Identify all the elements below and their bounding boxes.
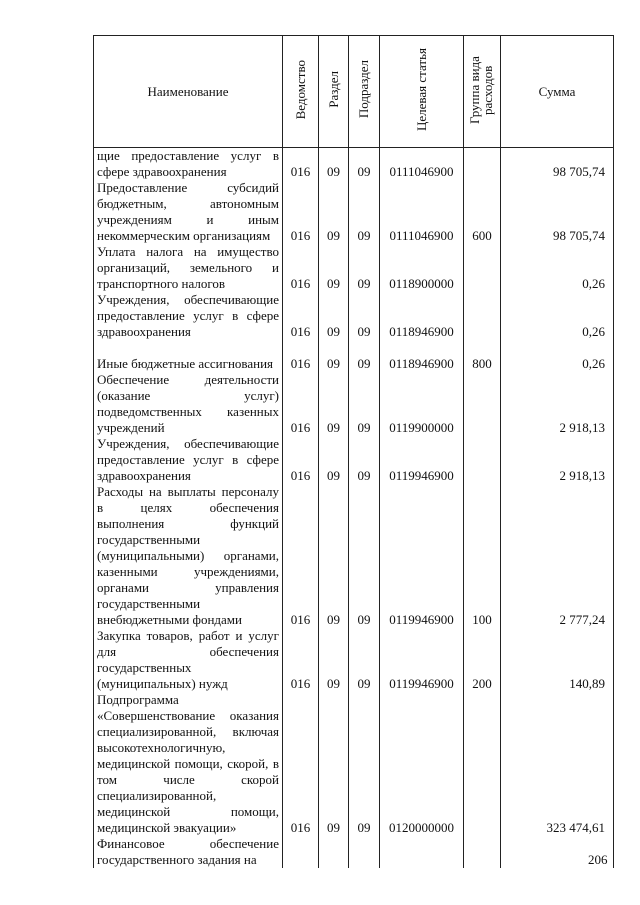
row-gruppa <box>464 244 501 292</box>
row-podrazdel: 09 <box>349 628 380 692</box>
header-vedomstvo: Ведомство <box>292 59 308 120</box>
row-name: Подпрограмма «Совершенствование оказания специализированной, включая высокотехнологичную, медицинской помощи, скорой, в том числе скорой специализированной, медицинской помощи, медицинской эвакуации» <box>94 692 283 836</box>
row-podrazdel: 09 <box>349 484 380 628</box>
row-name: Финансовое обеспечение государственного задания на <box>94 836 283 868</box>
row-razdel: 09 <box>319 340 349 372</box>
row-summa: 323 474,61 <box>501 692 614 836</box>
row-name: Учреждения, обеспечивающие предоставление услуг в сфере здравоохранения <box>94 436 283 484</box>
row-summa: 2 918,13 <box>501 372 614 436</box>
row-summa: 98 705,74 <box>501 180 614 244</box>
row-summa: 98 705,74 <box>501 148 614 181</box>
table-row <box>94 628 614 692</box>
row-vedomstvo: 016 <box>283 340 319 372</box>
table-row <box>94 836 614 868</box>
table-row <box>94 484 614 628</box>
row-podrazdel: 09 <box>349 372 380 436</box>
row-celevaya: 0111046900 <box>380 180 464 244</box>
row-gruppa: 100 <box>464 484 501 628</box>
row-razdel: 09 <box>319 244 349 292</box>
row-vedomstvo: 016 <box>283 692 319 836</box>
row-razdel: 09 <box>319 180 349 244</box>
row-celevaya: 0118946900 <box>380 340 464 372</box>
row-summa: 140,89 <box>501 628 614 692</box>
header-celevaya-cell <box>380 36 464 148</box>
header-podrazdel-cell <box>349 36 380 148</box>
row-celevaya: 0120000000 <box>380 692 464 836</box>
row-gruppa: 200 <box>464 628 501 692</box>
row-podrazdel: 09 <box>349 292 380 340</box>
row-razdel: 09 <box>319 628 349 692</box>
row-razdel <box>319 836 349 868</box>
header-gruppa: Группа вида расходов <box>467 55 495 124</box>
table-row <box>94 148 614 181</box>
row-summa: 0,26 <box>501 292 614 340</box>
table-body <box>94 148 614 869</box>
row-name: Закупка товаров, работ и услуг для обеспечения государственных (муниципальных) нужд <box>94 628 283 692</box>
row-celevaya <box>380 836 464 868</box>
row-razdel: 09 <box>319 692 349 836</box>
row-summa: 0,26 <box>501 340 614 372</box>
row-vedomstvo: 016 <box>283 628 319 692</box>
row-vedomstvo: 016 <box>283 244 319 292</box>
row-podrazdel: 09 <box>349 244 380 292</box>
row-vedomstvo: 016 <box>283 292 319 340</box>
row-gruppa <box>464 148 501 181</box>
row-name: Уплата налога на имущество организаций, земельного и транспортного налогов <box>94 244 283 292</box>
row-razdel: 09 <box>319 148 349 181</box>
row-celevaya: 0118946900 <box>380 292 464 340</box>
row-vedomstvo: 016 <box>283 180 319 244</box>
header-razdel-cell <box>319 36 349 148</box>
header-celevaya: Целевая статья <box>413 47 429 131</box>
row-name: щие предоставление услуг в сфере здравоохранения <box>94 148 283 181</box>
table-row <box>94 292 614 340</box>
row-name: Расходы на выплаты персоналу в целях обеспечения выполнения функций государственными (муниципальными) органами, казенными учреждениями, органами управления государственными внебюджетными фондами <box>94 484 283 628</box>
row-summa: 0,26 <box>501 244 614 292</box>
table-row <box>94 180 614 244</box>
row-podrazdel: 09 <box>349 148 380 181</box>
row-gruppa <box>464 292 501 340</box>
table-row <box>94 436 614 484</box>
row-name: Учреждения, обеспечивающие предоставление услуг в сфере здравоохранения <box>94 292 283 340</box>
row-podrazdel <box>349 836 380 868</box>
row-gruppa <box>464 836 501 868</box>
row-name: Предоставление субсидий бюджетным, автономным учреждениям и иным некоммерческим организациям <box>94 180 283 244</box>
row-razdel: 09 <box>319 292 349 340</box>
row-vedomstvo <box>283 836 319 868</box>
row-summa: 2 918,13 <box>501 436 614 484</box>
row-celevaya: 0111046900 <box>380 148 464 181</box>
row-gruppa: 600 <box>464 180 501 244</box>
row-podrazdel: 09 <box>349 180 380 244</box>
row-celevaya: 0119900000 <box>380 372 464 436</box>
header-podrazdel: Подраздел <box>356 60 371 119</box>
row-vedomstvo: 016 <box>283 436 319 484</box>
row-celevaya: 0119946900 <box>380 436 464 484</box>
row-celevaya: 0119946900 <box>380 484 464 628</box>
row-razdel: 09 <box>319 372 349 436</box>
row-vedomstvo: 016 <box>283 148 319 181</box>
row-podrazdel: 09 <box>349 340 380 372</box>
budget-table <box>93 35 614 868</box>
row-celevaya: 0119946900 <box>380 628 464 692</box>
row-vedomstvo: 016 <box>283 484 319 628</box>
row-gruppa <box>464 692 501 836</box>
row-podrazdel: 09 <box>349 692 380 836</box>
row-gruppa <box>464 436 501 484</box>
page-number: 206 <box>588 852 608 867</box>
table-row <box>94 340 614 372</box>
row-vedomstvo: 016 <box>283 372 319 436</box>
row-razdel: 09 <box>319 484 349 628</box>
header-gruppa-cell <box>464 36 501 148</box>
table-row <box>94 692 614 836</box>
header-name: Наименование <box>94 36 283 148</box>
row-summa: 2 777,24 <box>501 484 614 628</box>
row-celevaya: 0118900000 <box>380 244 464 292</box>
header-vedomstvo-cell <box>283 36 319 148</box>
row-podrazdel: 09 <box>349 436 380 484</box>
table-header <box>94 36 614 148</box>
row-gruppa: 800 <box>464 340 501 372</box>
header-razdel: Раздел <box>325 71 341 108</box>
row-razdel: 09 <box>319 436 349 484</box>
row-gruppa <box>464 372 501 436</box>
row-name: Обеспечение деятельности (оказание услуг) подведомственных казенных учреждений <box>94 372 283 436</box>
table-row <box>94 244 614 292</box>
table-row <box>94 372 614 436</box>
header-summa: Сумма <box>501 36 614 148</box>
row-name: Иные бюджетные ассигнования <box>94 340 283 372</box>
